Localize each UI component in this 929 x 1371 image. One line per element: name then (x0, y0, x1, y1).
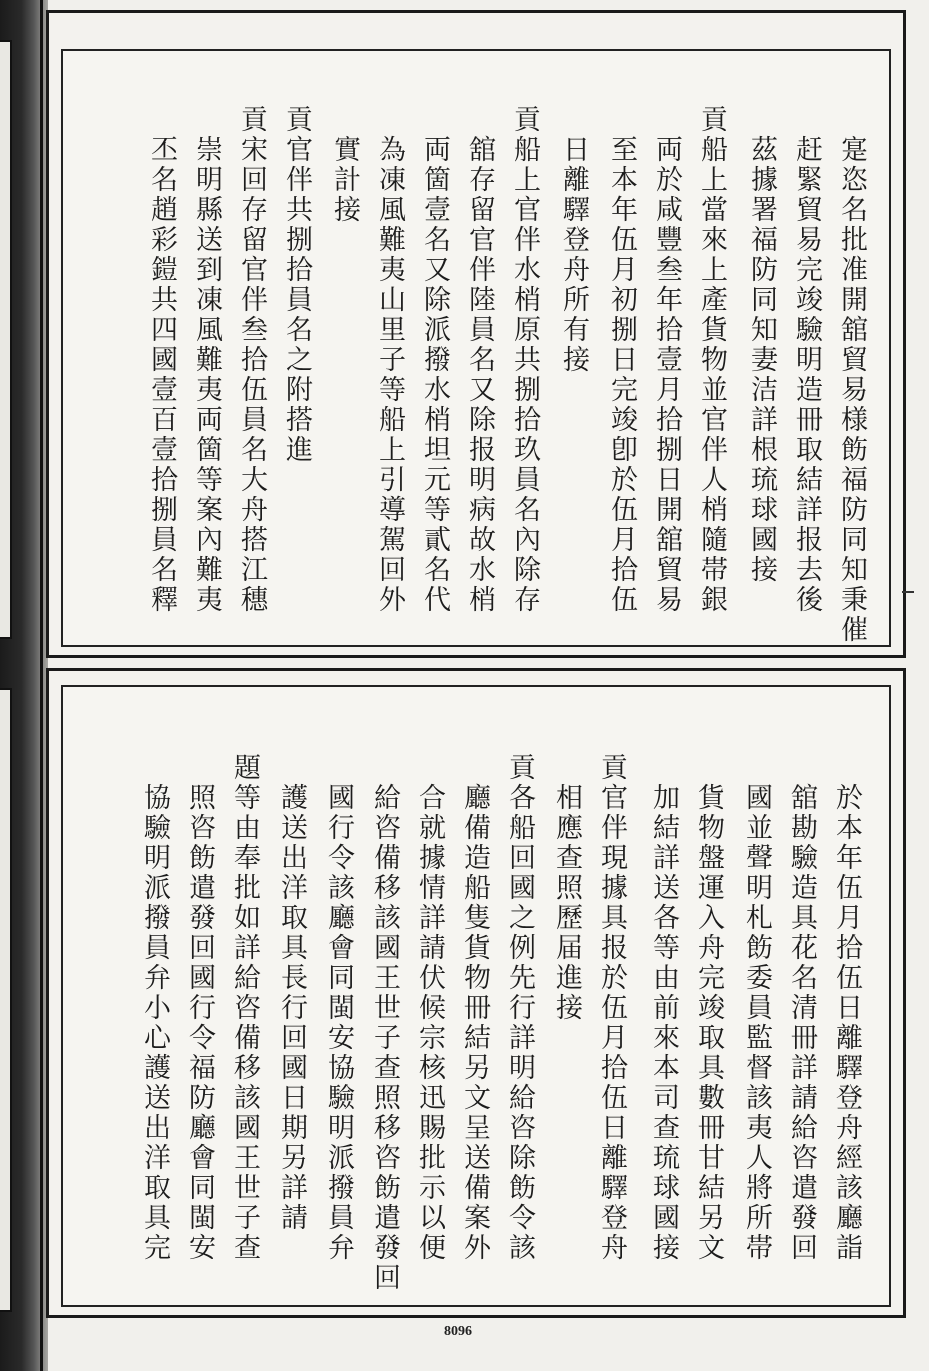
text-column: 加結詳送各等由前來本司查琉球國接 (648, 783, 679, 1263)
text-column: 茲據署福防同知妻洁詳根琉球國接 (746, 135, 777, 585)
text-column: 給咨備移該國王世子查照移咨飭遣發回 (369, 783, 400, 1293)
text-column: 實計接 (329, 135, 360, 225)
text-column: 舘勘驗造具花名清冊詳請給咨遣發回 (786, 783, 817, 1263)
text-column: 舘存留官伴陸員名又除报明病故水梢 (464, 135, 495, 615)
text-column: 貢船上官伴水梢原共捌拾玖員名內除存 (509, 105, 540, 615)
text-column: 貢宋回存留官伴叁拾伍員名大舟搭江穗 (236, 105, 267, 615)
text-column: 相應查照歷届進接 (551, 783, 582, 1023)
text-column: 於本年伍月拾伍日離驛登舟經該廳詣 (831, 783, 862, 1263)
page-margin-mark (902, 591, 914, 593)
upper-page (46, 10, 906, 658)
text-column: 崇明縣送到凍風難夷両箇等案內難夷 (191, 135, 222, 615)
text-column: 両於咸豐叁年拾壹月拾捌日開舘貿易 (651, 135, 682, 615)
text-column: 貢官伴現據具报於伍月拾伍日離驛登舟 (596, 753, 627, 1263)
upper-text-panel (61, 49, 891, 647)
text-column: 為凍風難夷山里子等船上引導駕回外 (374, 135, 405, 615)
text-column: 協驗明派撥員弁小心護送出洋取具完 (139, 783, 170, 1263)
text-column: 日離驛登舟所有接 (558, 135, 589, 375)
text-column: 護送出洋取具長行回國日期另詳請 (276, 783, 307, 1233)
text-column: 照咨飭遣發回國行令福防廳會同閩安 (184, 783, 215, 1263)
text-column: 丕名趙彩鎧共四國壹百壹拾捌員名釋 (146, 135, 177, 615)
text-column: 寔恣名批准開舘貿易様飭福防同知秉催 (836, 135, 867, 645)
binding-gutter-line (40, 0, 43, 1371)
page-number: 8096 (444, 1324, 472, 1339)
lower-page (46, 668, 906, 1318)
facing-page-edge-lower (0, 688, 12, 1312)
facing-page-edge-upper (0, 40, 12, 639)
text-column: 貢船上當來上產貨物並官伴人梢隨帯銀 (696, 105, 727, 615)
text-column: 廳備造船隻貨物冊結另文呈送備案外 (459, 783, 490, 1263)
text-column: 題等由奉批如詳給咨備移該國王世子查 (229, 753, 260, 1263)
lower-text-panel (61, 685, 891, 1307)
text-column: 國行令該廳會同閩安協驗明派撥員弁 (323, 783, 354, 1263)
text-column: 貨物盤運入舟完竣取具數冊甘結另文 (693, 783, 724, 1263)
text-column: 貢各船回國之例先行詳明給咨除飭令該 (504, 753, 535, 1263)
text-column: 國並聲明札飭委員監督該夷人將所帯 (741, 783, 772, 1263)
text-column: 至本年伍月初捌日完竣卽於伍月拾伍 (606, 135, 637, 615)
text-column: 貢官伴共捌拾員名之附搭進 (281, 105, 312, 465)
text-column: 合就據情詳請伏候宗核迅賜批示以便 (414, 783, 445, 1263)
text-column: 赶緊貿易完竣驗明造冊取結詳报去後 (791, 135, 822, 615)
text-column: 両箇壹名又除派撥水梢坦元等貳名代 (419, 135, 450, 615)
